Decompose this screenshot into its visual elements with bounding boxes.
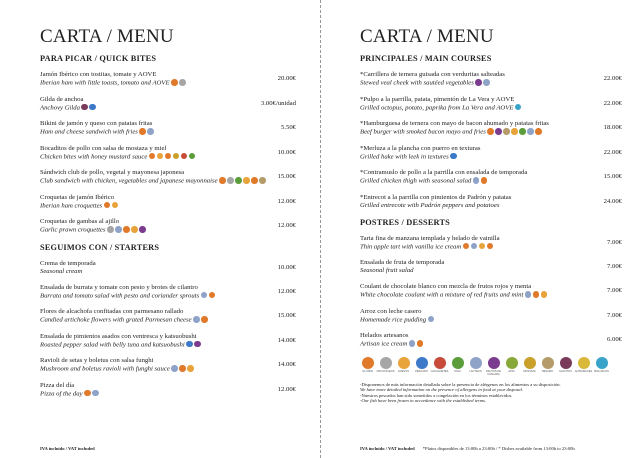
menu-item xyxy=(360,120,622,137)
dish-price: 20.00€ xyxy=(277,75,296,82)
gluten-allergen-icon xyxy=(533,291,540,298)
gluten-allergen-icon xyxy=(123,226,130,233)
quick-bites-list xyxy=(40,71,296,235)
gluten-allergen-icon xyxy=(535,128,542,135)
dish-price: 24.00€ xyxy=(603,197,622,205)
moluscos-allergen-icon xyxy=(596,357,608,369)
dish-name-es: Pizza del día xyxy=(40,381,75,389)
dish-price: 6.00€ xyxy=(606,336,622,343)
menu-item xyxy=(40,333,296,350)
menu-item xyxy=(40,308,296,325)
mostaza-allergen-icon xyxy=(173,153,180,160)
dish-price: 22.00€ xyxy=(603,99,622,107)
legend-label: MOSTAZA xyxy=(523,369,536,373)
crustaceos-allergen-icon xyxy=(179,79,186,86)
dish-price: 14.00€ xyxy=(277,361,296,368)
dish-name-en: Grilled chicken thigh with seasonal salad xyxy=(360,177,598,186)
dish-name-en: Seasonal fruit salad xyxy=(360,267,414,274)
gluten-allergen-icon xyxy=(417,340,424,347)
dish-price: 15.00€ xyxy=(277,173,296,180)
dish-name-en: Seasonal cream xyxy=(40,267,83,275)
pescado-allergen-icon xyxy=(89,104,96,111)
cacahuete-allergen-icon xyxy=(181,153,188,160)
dish-price: 7.00€ xyxy=(606,287,622,294)
lacteos-allergen-icon xyxy=(470,357,482,369)
legend-label: SULFITOS xyxy=(559,369,572,373)
dish-name-es: *Contramuslo de pollo a la parrilla con ensalada de temporada xyxy=(360,169,528,176)
legend-item xyxy=(486,357,501,376)
dish-price: 15.00€ xyxy=(277,312,296,319)
dish-name-en: Club sandwich with chicken, vegetables and japanese mayonnaise xyxy=(40,177,272,186)
gluten-allergen-icon xyxy=(139,128,146,135)
note-line: -Nuestros pescados han sido sometidos a congelación en los términos establecidos. xyxy=(360,392,513,398)
section-heading-starters: SEGUIMOS CON / STARTERS xyxy=(40,242,160,252)
gluten-allergen-icon xyxy=(104,202,111,209)
soja-allergen-icon xyxy=(235,177,242,184)
crustaceos-allergen-icon xyxy=(380,357,392,369)
lacteos-allergen-icon xyxy=(473,177,480,184)
soja-allergen-icon xyxy=(452,357,464,369)
legend-label: CRUSTÁCEOS xyxy=(376,369,395,373)
dish-name-es: Coulant de chocolate blanco con mezcla de frutos rojos y menta xyxy=(360,283,532,290)
menu-page-right xyxy=(322,0,640,458)
gluten-allergen-icon xyxy=(251,177,258,184)
menu-item xyxy=(40,71,296,88)
legend-label: SÉSAMO xyxy=(541,369,554,373)
dish-name-en: Candied artichoke flowers with grated Parmesan cheese xyxy=(40,316,272,325)
menu-item xyxy=(360,145,622,162)
sesamo-allergen-icon xyxy=(259,177,266,184)
legend-item xyxy=(468,357,483,376)
dish-name-es: Bikini de jamón y queso con patatas fritas xyxy=(40,120,153,127)
dish-price: 7.00€ xyxy=(606,238,622,246)
dish-price: 22.00€ xyxy=(603,148,622,156)
legend-label: MOLUSCOS xyxy=(594,369,609,373)
legend-label: GLUTEN xyxy=(362,369,373,373)
legend-item xyxy=(396,357,411,376)
dish-name-en: Garlic prawn croquettes xyxy=(40,226,272,235)
dish-name-es: Ensalada de fruta de temporada xyxy=(360,259,445,266)
dish-name-es: Croquetas de gambas al ajillo xyxy=(40,218,120,225)
menu-item xyxy=(360,194,622,210)
menu-item xyxy=(360,283,622,300)
menu-item xyxy=(40,382,296,399)
note-line: -Disponemos de más información detallada sobre la presencia de alérgenos en los alimentos a su disposición. xyxy=(360,381,561,387)
starters-list xyxy=(40,260,296,399)
gluten-allergen-icon xyxy=(165,153,172,160)
desserts-list xyxy=(360,235,622,349)
frutos-cascara-allergen-icon xyxy=(139,226,146,233)
section-heading-desserts: POSTRES / DESSERTS xyxy=(360,217,451,227)
dish-name-en: Stewed veal cheek with sautéed vegetables xyxy=(360,79,598,88)
gluten-allergen-icon xyxy=(179,365,186,372)
frutos-cascara-allergen-icon xyxy=(488,357,500,369)
pescado-allergen-icon xyxy=(450,153,457,160)
legend-label: ALTRAMUCES xyxy=(574,369,593,373)
menu-item xyxy=(360,71,622,88)
menu-item xyxy=(40,169,296,186)
dish-price: 5.50€ xyxy=(280,124,296,131)
dish-price: 12.00€ xyxy=(277,287,296,295)
huevo-allergen-icon xyxy=(541,291,548,298)
dish-name-en: Mushroom and boletus ravioli with funghi sauce xyxy=(40,365,272,374)
menu-item xyxy=(40,218,296,235)
dish-price: 7.00€ xyxy=(606,263,622,270)
note-line: We have more detailed information on the presence of allergens in food at your disposal. xyxy=(360,387,524,393)
dish-name-es: Arroz con leche casero xyxy=(360,307,422,315)
dish-name-es: Helados artesanos xyxy=(360,332,409,339)
pescado-allergen-icon xyxy=(416,357,428,369)
legend-item xyxy=(360,357,375,376)
dish-price: 12.00€ xyxy=(277,385,296,393)
menu-item xyxy=(40,145,296,162)
menu-item xyxy=(360,332,622,349)
dish-name-es: Bocaditos de pollo con salsa de mostaza y miel xyxy=(40,144,167,152)
gluten-allergen-icon xyxy=(209,292,216,299)
gluten-allergen-icon xyxy=(362,357,374,369)
dish-name-en: Beef burger with smoked bacon mayo and fries xyxy=(360,128,598,137)
dish-name-en: Grilled hake with leek in textures xyxy=(360,153,598,162)
dish-name-en: Grilled octopus, potato, paprika from La Vera and AOVE xyxy=(360,104,598,113)
apio-allergen-icon xyxy=(506,357,518,369)
frutos-cascara-allergen-icon xyxy=(194,341,201,348)
legend-label: APIO xyxy=(508,369,515,373)
huevo-allergen-icon xyxy=(112,202,119,209)
huevo-allergen-icon xyxy=(157,153,164,160)
dish-name-en: Ham and cheese sandwich with fries xyxy=(40,128,275,137)
menu-item xyxy=(360,96,622,113)
legend-item xyxy=(540,357,555,376)
lacteos-allergen-icon xyxy=(428,316,435,323)
sesamo-allergen-icon xyxy=(503,128,510,135)
gluten-allergen-icon xyxy=(487,243,494,250)
dish-name-es: Ensalada de burrata y tomate con pesto y brotes de cilantro xyxy=(40,283,198,291)
legend-item xyxy=(450,357,465,376)
note-line: -Our fish have been frozen in accordance with the established terms. xyxy=(360,398,487,404)
dish-price: 7.00€ xyxy=(606,311,622,319)
gluten-allergen-icon xyxy=(171,79,178,86)
frutos-cascara-allergen-icon xyxy=(475,79,482,86)
legend-label: LÁCTEOS xyxy=(469,369,482,373)
soja-allergen-icon xyxy=(519,128,526,135)
dish-price: 22.00€ xyxy=(603,75,622,82)
dish-name-en: Grilled entrecote with Padrón peppers and potatoes xyxy=(360,201,500,209)
legend-item xyxy=(522,357,537,376)
legend-item xyxy=(594,357,609,376)
dish-name-es: *Carrillera de ternera guisada con verduritas salteadas xyxy=(360,71,505,78)
gluten-allergen-icon xyxy=(487,128,494,135)
menu-item xyxy=(360,169,622,186)
menu-item xyxy=(40,194,296,211)
pescado-allergen-icon xyxy=(186,341,193,348)
vat-note-right: IVA incluido / VAT included *Platos disponibles de 13:00h a 23:00h / * Dishes available from 13:00h to 23:00h xyxy=(360,446,575,451)
lacteos-allergen-icon xyxy=(147,128,154,135)
frutos-cascara-allergen-icon xyxy=(495,128,502,135)
sulfitos-allergen-icon xyxy=(81,104,88,111)
crustaceos-allergen-icon xyxy=(227,177,234,184)
allergen-notes xyxy=(360,382,622,404)
dish-price: 14.00€ xyxy=(277,336,296,344)
legend-label: PESCADO xyxy=(415,369,428,373)
huevo-allergen-icon xyxy=(398,357,410,369)
dish-name-en: Iberian ham with little toasts, tomato and AOVE xyxy=(40,79,272,88)
legend-item xyxy=(576,357,591,376)
page-title: CARTA / MENU xyxy=(360,26,494,47)
dish-name-es: Gilda de anchoa xyxy=(40,95,84,103)
dish-name-es: Croquetas de jamón Ibérico xyxy=(40,193,115,201)
legend-label: HUEVOS xyxy=(398,369,409,373)
legend-label: FRUTOS DE CÁSCARA xyxy=(486,369,501,376)
dish-name-es: Crema de temporada xyxy=(40,259,96,267)
dish-name-en: Artisan ice cream xyxy=(360,340,601,349)
menu-item xyxy=(40,260,296,276)
allergen-legend xyxy=(360,357,622,376)
lacteos-allergen-icon xyxy=(471,243,478,250)
gluten-allergen-icon xyxy=(201,316,208,323)
section-heading-quick-bites: PARA PICAR / QUICK BITES xyxy=(40,54,157,63)
dish-name-en: Pizza of the day xyxy=(40,390,272,399)
huevo-allergen-icon xyxy=(511,128,518,135)
menu-page-left xyxy=(0,0,318,458)
dish-name-es: *Entrecot a la parrilla con pimientos de Padrón y patatas xyxy=(360,193,512,201)
lacteos-allergen-icon xyxy=(525,291,532,298)
main-courses-list xyxy=(360,71,622,210)
dish-name-en: Anchovy Gilda xyxy=(40,104,255,113)
menu-item xyxy=(360,259,622,275)
lacteos-allergen-icon xyxy=(409,340,416,347)
gluten-allergen-icon xyxy=(481,177,488,184)
huevo-allergen-icon xyxy=(131,226,138,233)
dish-name-es: Tarta fina de manzana templada y helado de vainilla xyxy=(360,234,500,242)
dish-name-es: Ravioli de setas y boletus con salsa funghi xyxy=(40,357,154,364)
huevo-allergen-icon xyxy=(479,243,486,250)
lacteos-allergen-icon xyxy=(527,128,534,135)
cacahuete-allergen-icon xyxy=(434,357,446,369)
lacteos-allergen-icon xyxy=(92,390,99,397)
soja-allergen-icon xyxy=(189,153,196,160)
menu-item xyxy=(40,357,296,374)
legend-item xyxy=(558,357,573,376)
gluten-allergen-icon xyxy=(219,177,226,184)
sesamo-allergen-icon xyxy=(542,357,554,369)
legend-label: SOJA xyxy=(454,369,461,373)
page-title: CARTA / MENU xyxy=(40,26,174,47)
dish-price: 12.00€ xyxy=(277,222,296,229)
sulfitos-allergen-icon xyxy=(560,357,572,369)
dish-name-en: Burrata and tomato salad with pesto and coriander sprouts xyxy=(40,292,272,301)
gluten-allergen-icon xyxy=(463,243,470,250)
legend-label: CACAHUETES xyxy=(430,369,449,373)
dish-name-en: Iberian ham croquettes xyxy=(40,202,272,211)
dish-name-es: *Merluza a la plancha con puerro en texturas xyxy=(360,144,481,152)
huevo-allergen-icon xyxy=(243,177,250,184)
legend-item xyxy=(432,357,447,376)
dish-name-en: Thin apple tart with vanilla ice cream xyxy=(360,243,601,252)
section-heading-main-courses: PRINCIPALES / MAIN COURSES xyxy=(360,54,492,63)
moluscos-allergen-icon xyxy=(515,104,522,111)
menu-item xyxy=(40,96,296,113)
menu-item xyxy=(40,284,296,301)
crustaceos-allergen-icon xyxy=(107,226,114,233)
dish-name-es: *Pulpo a la parrilla, patata, pimentón de La Vera y AOVE xyxy=(360,95,515,103)
dish-name-es: Sándwich club de pollo, vegetal y mayonesa japonesa xyxy=(40,169,185,176)
legend-item xyxy=(504,357,519,376)
dish-name-es: Jamón Ibérico con tostitas, tomate y AOVE xyxy=(40,71,157,78)
gluten-allergen-icon xyxy=(149,153,156,160)
altramuces-allergen-icon xyxy=(578,357,590,369)
huevo-allergen-icon xyxy=(187,365,194,372)
menu-item xyxy=(360,308,622,325)
dish-name-en: Chicken bites with honey mustard sauce xyxy=(40,153,272,162)
menu-item xyxy=(40,120,296,137)
dish-price: 15.00€ xyxy=(603,173,622,180)
vat-note: IVA incluido / VAT included xyxy=(40,446,95,451)
lacteos-allergen-icon xyxy=(171,365,178,372)
lacteos-allergen-icon xyxy=(115,226,122,233)
dish-name-en: Roasted pepper salad with belly tuna and katsuobushi xyxy=(40,341,272,350)
dish-name-es: Flores de alcachofa confitadas con parmesano rallado xyxy=(40,308,184,315)
dish-price: 10.00€ xyxy=(277,148,296,156)
page-divider xyxy=(320,0,321,458)
lacteos-allergen-icon xyxy=(193,316,200,323)
dish-price: 3.00€/unidad xyxy=(260,99,296,107)
menu-item xyxy=(360,235,622,252)
legend-item xyxy=(378,357,393,376)
lacteos-allergen-icon xyxy=(201,292,208,299)
dish-name-es: Ensalada de pimientos asados con ventresca y katsuobushi xyxy=(40,332,197,340)
lacteos-allergen-icon xyxy=(483,79,490,86)
dish-name-es: *Hamburguesa de ternera con mayo de bacon ahumado y patatas fritas xyxy=(360,120,549,127)
dish-price: 18.00€ xyxy=(603,124,622,131)
dish-name-en: White chocolate coulant with a mixture of red fruits and mint xyxy=(360,291,601,300)
dish-price: 12.00€ xyxy=(277,197,296,205)
dish-price: 10.00€ xyxy=(277,263,296,271)
dish-name-en: Homemade rice pudding xyxy=(360,316,601,325)
mostaza-allergen-icon xyxy=(524,357,536,369)
legend-item xyxy=(414,357,429,376)
gluten-allergen-icon xyxy=(84,390,91,397)
